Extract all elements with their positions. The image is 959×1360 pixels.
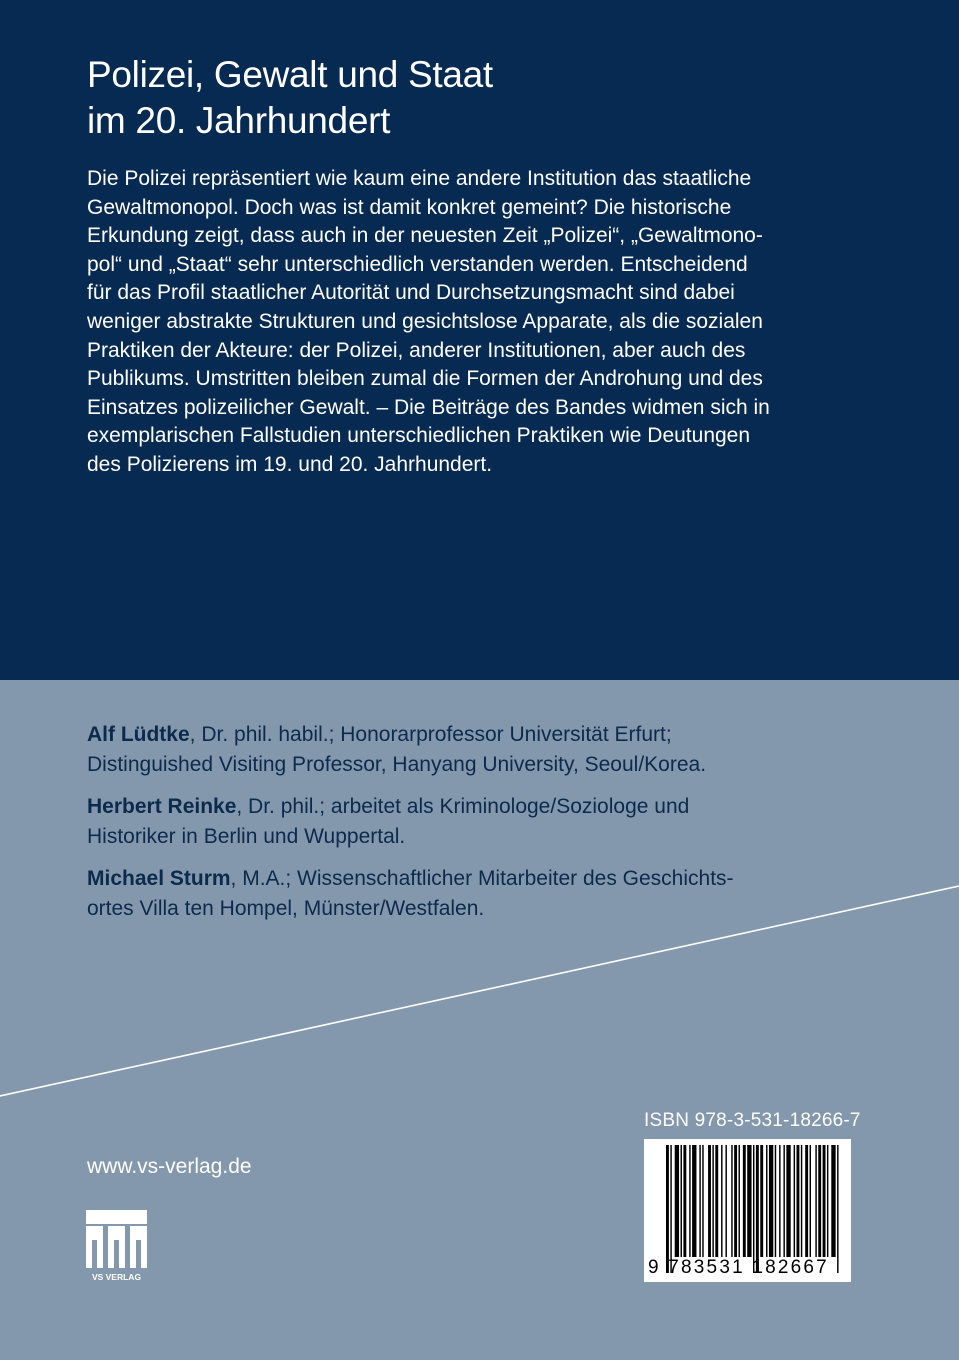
publisher-url: www.vs-verlag.de (87, 1155, 252, 1178)
barcode-bar (831, 1145, 835, 1257)
barcode-bar (692, 1145, 696, 1257)
author-bio (87, 792, 907, 852)
barcode-bar (681, 1145, 682, 1257)
author-bios (87, 720, 907, 936)
barcode-bar (753, 1145, 754, 1273)
barcode-bar (675, 1145, 679, 1257)
author-affiliation: Historiker in Berlin und Wuppertal. (87, 825, 406, 848)
barcode-bar (810, 1145, 811, 1257)
barcode-bar (815, 1145, 816, 1257)
barcode-bar (783, 1145, 784, 1257)
vs-verlag-logo-icon (86, 1210, 147, 1282)
barcode-bar (683, 1145, 686, 1257)
blurb-line: pol“ und „Staat“ sehr unterschiedlich verstanden werden. Entscheidend (87, 252, 748, 276)
barcode-bar (721, 1145, 722, 1257)
author-bio (87, 720, 907, 780)
author-name: Herbert Reinke (87, 795, 237, 818)
barcode-bar (756, 1145, 759, 1273)
barcode-bar (823, 1145, 826, 1257)
barcode-bar (739, 1145, 740, 1257)
author-affiliation: ortes Villa ten Hompel, Münster/Westfalen. (87, 897, 485, 920)
author-affiliation: Distinguished Visiting Professor, Hanyang University, Seoul/Korea. (87, 753, 707, 776)
barcode-bar (715, 1145, 718, 1257)
barcode-bar (786, 1145, 790, 1257)
barcode-bar (766, 1145, 767, 1257)
author-name: Michael Sturm (87, 867, 231, 890)
barcode-bar (670, 1145, 671, 1273)
logo-wordmark: VS VERLAG (91, 1272, 142, 1282)
barcode-bar (731, 1145, 732, 1257)
blurb-line: Erkundung zeigt, dass auch in der neuesten Zeit „Polizei“, „Gewaltmono- (87, 224, 763, 248)
blurb-line: des Polizierens im 19. und 20. Jahrhundert. (87, 452, 493, 476)
barcode-bar (747, 1145, 751, 1257)
barcode-bar (769, 1145, 773, 1257)
barcode-bar (712, 1145, 713, 1257)
barcode-bar (725, 1145, 726, 1257)
barcode-bar (743, 1145, 746, 1257)
barcode-bar (779, 1145, 780, 1257)
barcode-bar (666, 1145, 669, 1273)
author-credentials: , Dr. phil.; arbeitet als Kriminologe/Soziologe und (236, 795, 690, 818)
barcode-bar (837, 1145, 838, 1273)
author-name: Alf Lüdtke (87, 723, 190, 746)
book-blurb (87, 165, 867, 480)
barcode-bar (805, 1145, 808, 1257)
blurb-line: Einsatzes polizeilicher Gewalt. – Die Beiträge des Bandes widmen sich in (87, 395, 770, 419)
barcode-bar (734, 1145, 737, 1257)
barcode-bar (708, 1145, 711, 1257)
barcode-bar (702, 1145, 703, 1257)
barcode-digits: 9 783531 182667 (648, 1257, 829, 1278)
blurb-line: Praktiken der Akteure: der Polizei, anderer Institutionen, aber auch des (87, 338, 746, 362)
barcode-bar (827, 1145, 828, 1257)
blurb-line: weniger abstrakte Strukturen und gesichtslose Apparate, als die sozialen (87, 309, 763, 333)
barcode-bar (801, 1145, 802, 1257)
barcode-bar (689, 1145, 690, 1257)
barcode-bar (760, 1145, 763, 1257)
blurb-line: Die Polizei repräsentiert wie kaum eine andere Institution das staatliche (87, 167, 752, 190)
barcode-bar (794, 1145, 795, 1257)
author-credentials: , M.A.; Wissenschaftlicher Mitarbeiter des Geschichts- (230, 867, 734, 890)
blurb-line: Publikums. Umstritten bleiben zumal die Formen der Androhung und des (87, 367, 763, 391)
lower-cover-panel (0, 680, 959, 1360)
barcode-bar (699, 1145, 700, 1257)
author-bio (87, 864, 907, 924)
barcode-bar (818, 1145, 821, 1257)
isbn-barcode (644, 1139, 851, 1282)
blurb-line: für das Profil staatlicher Autorität und Durchsetzungsmacht sind dabei (87, 281, 735, 305)
book-title (87, 52, 493, 144)
isbn-label: ISBN 978-3-531-18266-7 (644, 1110, 861, 1131)
author-credentials: , Dr. phil. habil.; Honorarprofessor Universität Erfurt; (189, 723, 672, 746)
blurb-line: Gewaltmonopol. Doch was ist damit konkret gemeint? Die historische (87, 195, 732, 219)
blurb-line: exemplarischen Fallstudien unterschiedlichen Praktiken wie Deutungen (87, 424, 751, 448)
title-line-1: Polizei, Gewalt und Staat (87, 54, 493, 95)
title-line-2: im 20. Jahrhundert (87, 100, 391, 141)
barcode-bar (775, 1145, 776, 1257)
barcode-bar (797, 1145, 800, 1257)
